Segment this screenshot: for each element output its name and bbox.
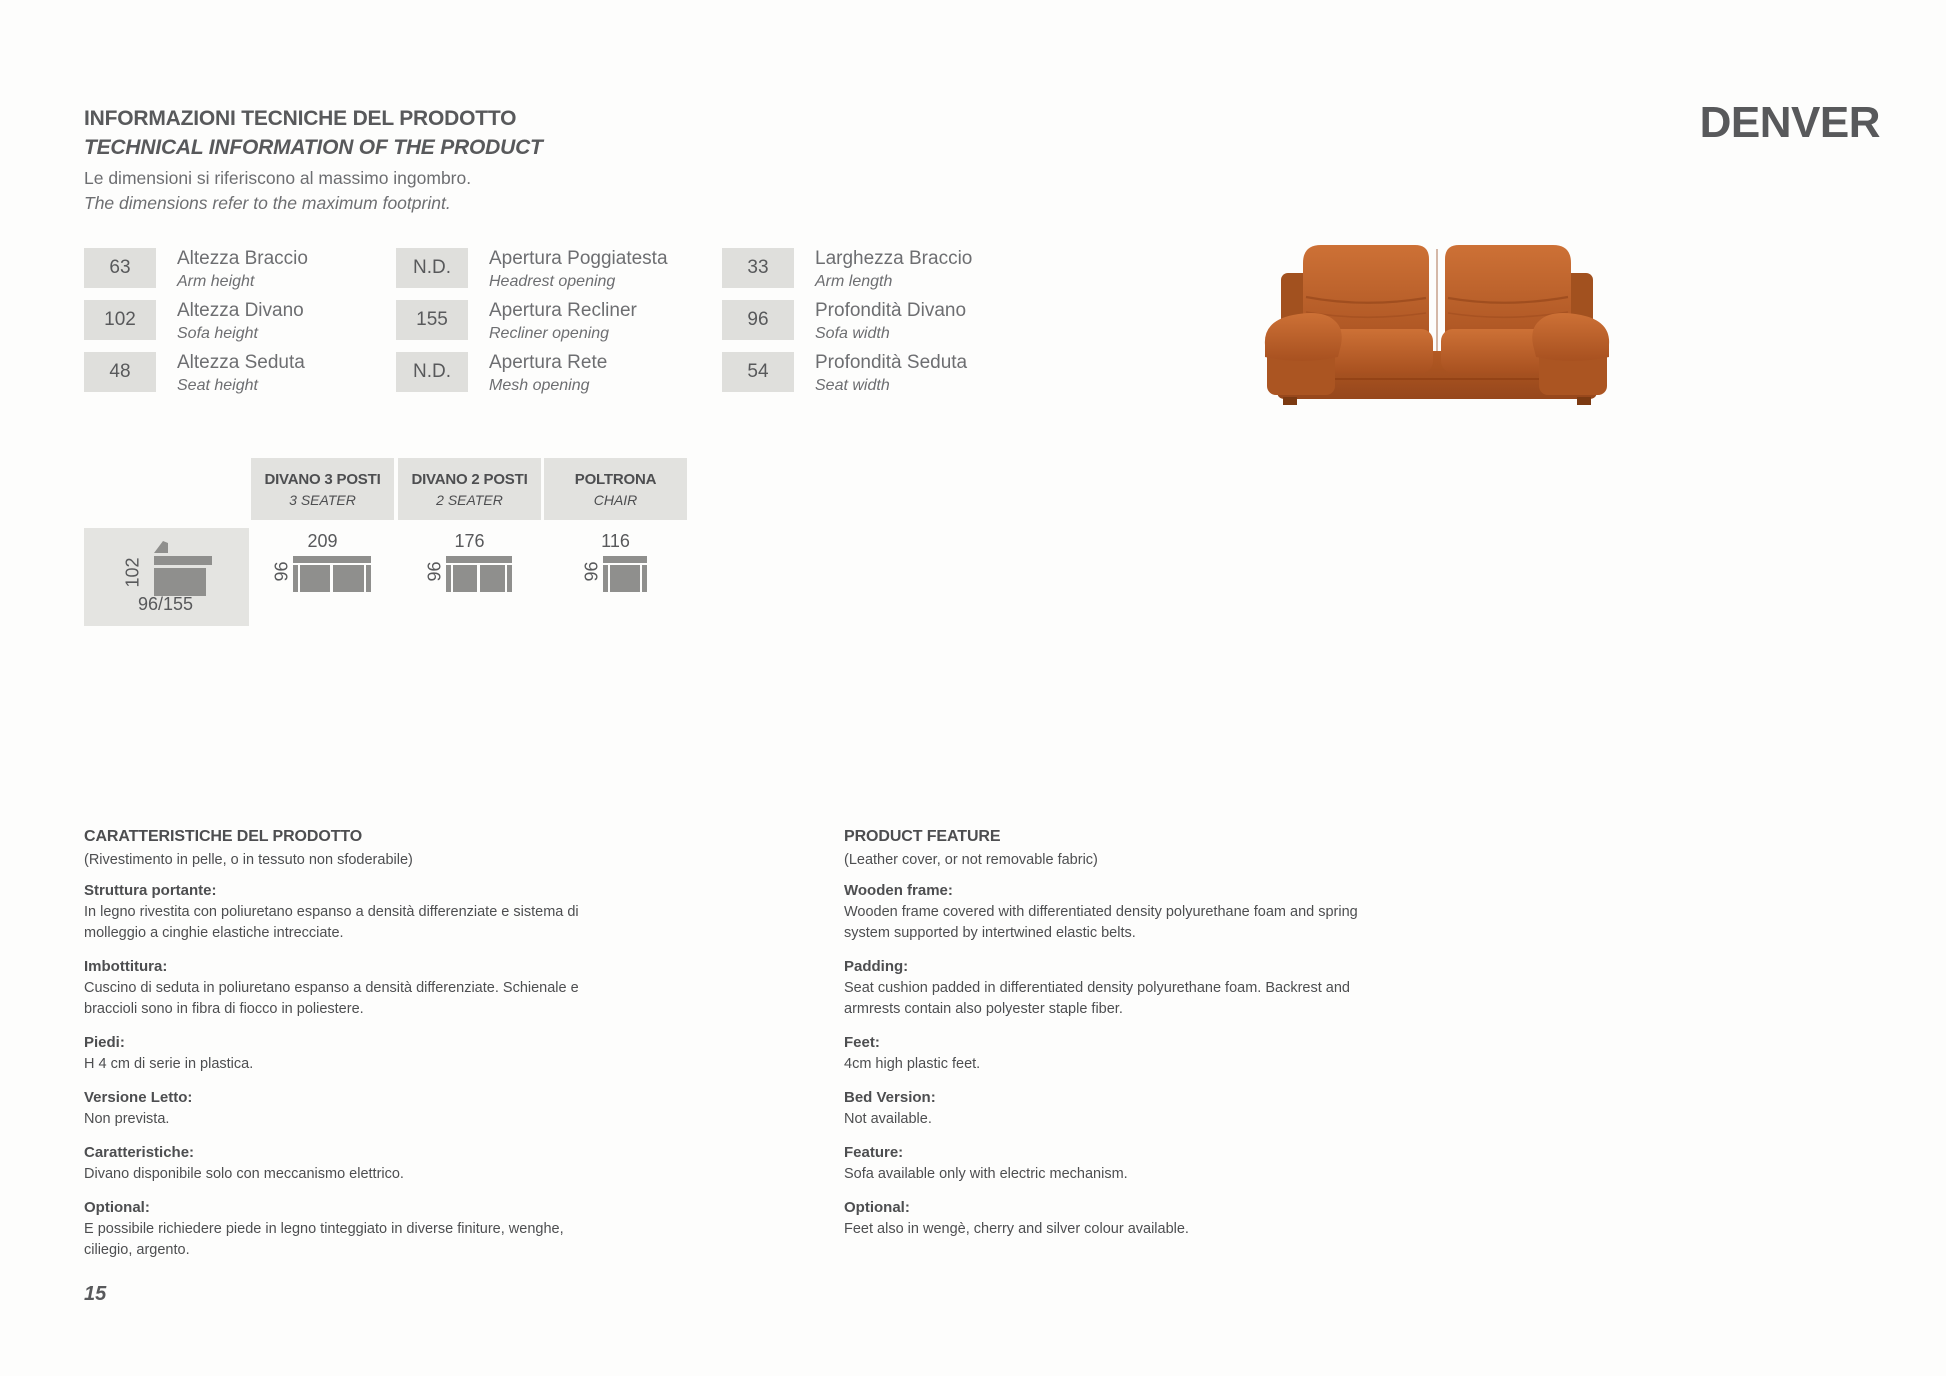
measurement-value-box: 102 <box>84 300 156 340</box>
measurement-label-en: Sofa height <box>177 325 258 342</box>
size-column-header <box>544 458 687 520</box>
measurement-sofa-width <box>722 300 1052 340</box>
measurement-label-it: Apertura Poggiatesta <box>489 248 668 269</box>
feature-body: Non prevista. <box>84 1111 170 1128</box>
feature-heading: Struttura portante: <box>84 882 217 899</box>
sofa-product-image <box>1263 233 1611 409</box>
measurement-label-en: Sofa width <box>815 325 890 342</box>
measurement-label-it: Altezza Seduta <box>177 352 305 373</box>
measurement-value-box: 54 <box>722 352 794 392</box>
sofa-top-view-icon-2seater <box>446 556 512 592</box>
features-en-title: PRODUCT FEATURE <box>844 828 1001 845</box>
sofa-depth-value: 96 <box>271 560 291 581</box>
sofa-depth-value: 96 <box>581 560 601 581</box>
sofa-illustration <box>1263 233 1611 409</box>
size-figure <box>398 532 541 592</box>
measurement-label-en: Seat height <box>177 377 258 394</box>
side-view-depth-label: 96/155 <box>138 594 194 614</box>
feature-heading: Wooden frame: <box>844 882 953 899</box>
page-subtitle-italian: Le dimensioni si riferiscono al massimo ingombro. <box>84 168 472 188</box>
measurement-mesh-opening <box>396 352 722 392</box>
page-title-english: TECHNICAL INFORMATION OF THE PRODUCT <box>84 136 543 159</box>
feature-body: Not available. <box>844 1111 932 1128</box>
feature-body: Divano disponibile solo con meccanismo elettrico. <box>84 1166 404 1183</box>
feature-heading: Versione Letto: <box>84 1089 193 1107</box>
measurement-label-it: Apertura Rete <box>489 352 608 373</box>
size-column-2seater <box>398 458 541 592</box>
sofa-top-view-icon-chair <box>603 556 647 592</box>
size-header-en: 3 SEATER <box>289 491 356 508</box>
measurement-label-it: Profondità Divano <box>815 300 967 321</box>
measurement-label-it: Apertura Recliner <box>489 300 637 321</box>
sofa-side-view-icon <box>148 540 214 601</box>
measurements-grid <box>84 248 1052 392</box>
measurement-label-en: Recliner opening <box>489 325 610 342</box>
measurement-recliner-opening <box>396 300 722 340</box>
feature-heading: Optional: <box>84 1199 150 1217</box>
sofa-width-value: 116 <box>601 531 630 551</box>
feature-heading: Padding: <box>844 958 909 976</box>
measurement-label-en: Mesh opening <box>489 377 590 394</box>
feature-heading: Piedi: <box>84 1034 125 1052</box>
measurement-label-it: Larghezza Braccio <box>815 248 973 269</box>
measurement-value-box: 63 <box>84 248 156 288</box>
side-view-height-label: 102 <box>122 557 143 588</box>
sofa-width-value: 176 <box>454 531 485 551</box>
features-it-subtitle: (Rivestimento in pelle, o in tessuto non sfoderabile) <box>84 852 413 868</box>
size-figure <box>544 532 687 592</box>
measurement-value-box: N.D. <box>396 248 468 288</box>
feature-heading: Caratteristiche: <box>84 1144 195 1162</box>
measurement-seat-height <box>84 352 396 392</box>
measurement-label-it: Profondità Seduta <box>815 352 968 373</box>
features-it-title: CARATTERISTICHE DEL PRODOTTO <box>84 828 363 845</box>
measurement-value-box: 96 <box>722 300 794 340</box>
measurement-value-box: 33 <box>722 248 794 288</box>
measurement-seat-width <box>722 352 1052 392</box>
feature-body: Feet also in wengè, cherry and silver colour available. <box>844 1221 1189 1238</box>
feature-body: In legno rivestita con poliuretano espanso a densità differenziate e sistema di molleggio a cinghie elastiche intrecciate. <box>84 904 579 942</box>
size-header-it: POLTRONA <box>574 470 657 488</box>
page-number: 15 <box>84 1283 107 1305</box>
size-header-en: CHAIR <box>593 491 638 508</box>
measurement-label-en: Arm height <box>177 273 255 290</box>
size-column-chair <box>544 458 687 592</box>
features-english-column <box>844 828 1389 1240</box>
size-column-header <box>251 458 394 520</box>
product-name: DENVER <box>1699 98 1880 147</box>
measurement-headrest-opening <box>396 248 722 288</box>
page-subtitle-english: The dimensions refer to the maximum footprint. <box>84 193 451 213</box>
measurement-label-en: Seat width <box>815 377 890 394</box>
measurement-value-box: 48 <box>84 352 156 392</box>
size-column-3seater <box>251 458 394 592</box>
features-en-subtitle: (Leather cover, or not removable fabric) <box>844 852 1098 868</box>
page-intro <box>84 107 543 214</box>
size-table <box>84 458 704 638</box>
feature-body: E possibile richiedere piede in legno tinteggiato in diverse finiture, wenghe, ciliegio, argento. <box>84 1221 564 1259</box>
measurement-label-it: Altezza Divano <box>177 300 304 321</box>
sofa-top-view-icon-3seater <box>293 556 371 592</box>
measurement-label-en: Arm length <box>815 273 893 290</box>
size-header-it: DIVANO 3 POSTI <box>264 470 381 488</box>
sofa-width-value: 209 <box>307 531 338 551</box>
feature-body: H 4 cm di serie in plastica. <box>84 1056 254 1073</box>
feature-body: Wooden frame covered with differentiated density polyurethane foam and spring system supported by intertwined elastic belts. <box>844 904 1358 942</box>
side-view-box <box>84 528 249 626</box>
feature-body: 4cm high plastic feet. <box>844 1056 981 1073</box>
size-column-header <box>398 458 541 520</box>
measurement-arm-height <box>84 248 396 288</box>
feature-heading: Imbottitura: <box>84 958 168 976</box>
feature-heading: Feature: <box>844 1144 904 1162</box>
measurement-value-box: 155 <box>396 300 468 340</box>
feature-body: Sofa available only with electric mechanism. <box>844 1166 1128 1183</box>
measurement-label-en: Headrest opening <box>489 273 616 290</box>
size-header-it: DIVANO 2 POSTI <box>411 470 528 488</box>
features-italian-column <box>84 828 614 1261</box>
sofa-depth-value: 96 <box>424 560 444 581</box>
feature-heading: Feet: <box>844 1034 880 1052</box>
feature-heading: Optional: <box>844 1199 910 1217</box>
size-figure <box>251 532 394 592</box>
page-title-italian: INFORMAZIONI TECNICHE DEL PRODOTTO <box>84 107 517 130</box>
size-header-en: 2 SEATER <box>436 491 503 508</box>
feature-body: Seat cushion padded in differentiated density polyurethane foam. Backrest and armrests contain also polyester staple fiber. <box>844 980 1350 1018</box>
measurement-value-box: N.D. <box>396 352 468 392</box>
measurement-sofa-height <box>84 300 396 340</box>
measurement-arm-length <box>722 248 1052 288</box>
feature-body: Cuscino di seduta in poliuretano espanso a densità differenziate. Schienale e braccioli sono in fibra di fiocco in poliestere. <box>84 980 579 1018</box>
feature-heading: Bed Version: <box>844 1089 936 1107</box>
measurement-label-it: Altezza Braccio <box>177 248 308 269</box>
